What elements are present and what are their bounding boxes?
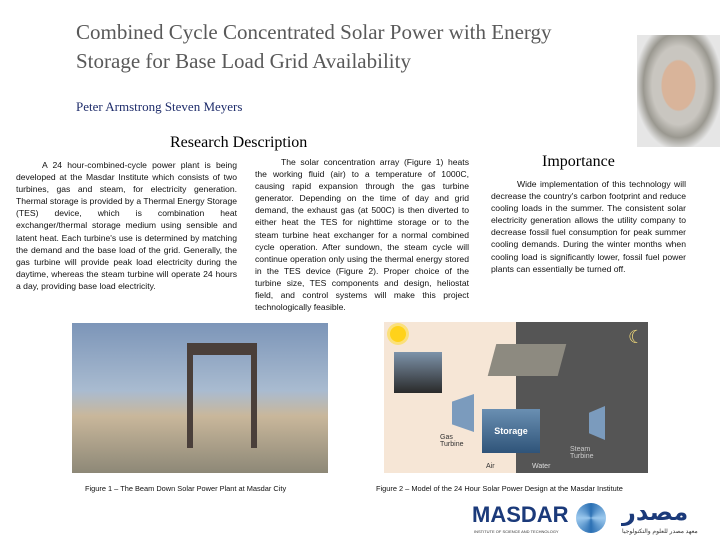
research-col2 <box>255 156 469 313</box>
logo-arabic: مصدر <box>622 498 689 526</box>
research-heading: Research Description <box>170 134 308 151</box>
logo-swirl-icon <box>576 503 606 533</box>
masdar-logo <box>472 498 712 538</box>
figure2-diagram <box>384 322 648 473</box>
moon-icon: ☾ <box>628 327 645 347</box>
paragraph: Wide implementation of this technology will decrease the country's carbon footprint and reduce cooling loads in the summer. The consistent solar electricity generation allows the utility company to decrease fossil fuel consumption for peak summer cooling demands. During the winter months when cooling load is significantly lower, fossil fuel power plants can essentially be turned off. <box>491 179 686 274</box>
importance-text <box>491 178 686 275</box>
research-col1 <box>16 159 237 292</box>
sun-icon <box>390 326 406 342</box>
gas-turbine-label: Gas Turbine <box>440 434 464 448</box>
figure1-photo <box>72 323 328 473</box>
author-photo <box>637 35 720 147</box>
paragraph: A 24 hour-combined-cycle power plant is being developed at the Masdar Institute which consists of two turbines, gas and steam, for electricity generation. Thermal storage is provided by a Thermal Energy Storage (TES) device, which is combination heat exchanger/thermal storage medium using sensible and latent heat. Each turbine's use is determined by matching the demand and the base load of the grid. Generally, the gas turbine will provide peak load electricity during the daytime, whereas the steam turbine will operate 24 hours a day, providing base load electricity. <box>16 160 237 291</box>
importance-heading: Importance <box>542 153 615 170</box>
steam-turbine-icon <box>589 406 605 440</box>
air-label: Air <box>486 463 495 470</box>
logo-arabic-sub: معهد مصدر للعلوم والتكنولوجيا <box>622 529 698 535</box>
city-image <box>488 344 567 376</box>
steam-turbine-label: Steam Turbine <box>570 446 594 460</box>
authors: Peter Armstrong Steven Meyers <box>76 99 243 114</box>
solar-tower <box>187 343 257 448</box>
figure2-caption: Figure 2 – Model of the 24 Hour Solar Power Design at the Masdar Institute <box>376 484 623 493</box>
storage-box: Storage <box>482 409 540 453</box>
water-label: Water <box>532 463 551 470</box>
gas-turbine-icon <box>452 394 474 432</box>
poster-title: Combined Cycle Concentrated Solar Power with Energy Storage for Base Load Grid Availability <box>76 20 552 73</box>
figure1-caption: Figure 1 – The Beam Down Solar Power Plant at Masdar City <box>85 484 287 493</box>
heliostat-image <box>394 352 442 393</box>
paragraph: The solar concentration array (Figure 1) heats the working fluid (air) to a temperature of 1000C, causing rapid expansion through the gas turbine generator. Depending on the time of day and grid demand, the exhaust gas (at 500C) is then diverted to either heat the TES for nighttime storage or to the steam turbine heat exchanger for a normal combined cycle operation. After sundown, the steam cycle will continue operation only using the thermal energy stored in the TES device (Figure 2). Proper choice of the turbine size, TES components and design, heliostat field, and control systems will make this project technologically feasible. <box>255 157 469 313</box>
logo-subtext: INSTITUTE OF SCIENCE AND TECHNOLOGY <box>474 529 559 534</box>
logo-text: MASDAR <box>472 502 569 527</box>
